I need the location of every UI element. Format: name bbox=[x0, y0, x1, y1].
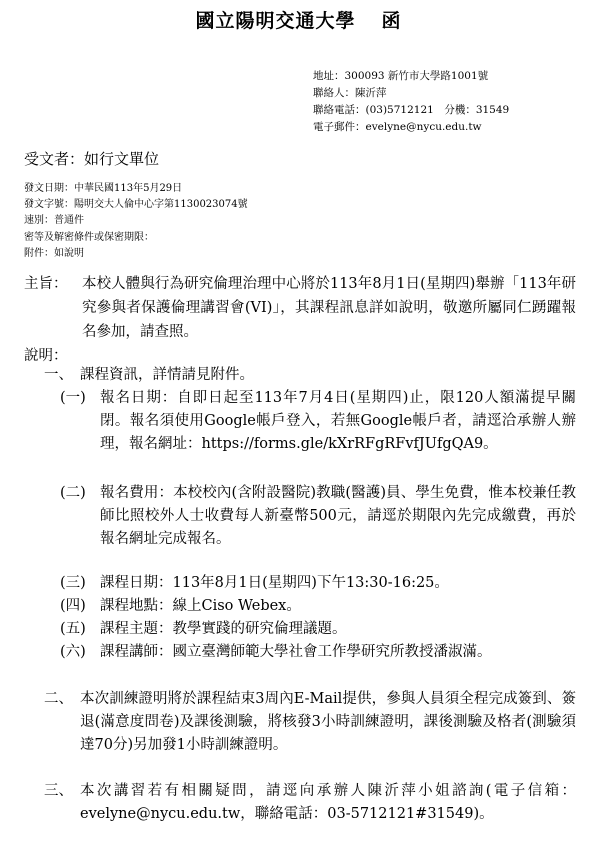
section-3-text: 本次講習若有相關疑問，請逕向承辦人陳沂萍小姐諮詢(電子信箱：evelyne@nycu.edu.tw，聯絡電話：03-5712121#31549)。 bbox=[80, 783, 576, 822]
section-1-item-3 bbox=[60, 572, 576, 595]
section-1 bbox=[44, 364, 576, 387]
document-type: 函 bbox=[381, 10, 402, 32]
item-1-text: 報名日期：自即日起至113年7月4日(星期四)止，限120人額滿提早關閉。報名須使用Google帳戶登入，若無Google帳戶者，請逕洽承辦人辦理，報名網址：https://forms.gle/kXrRFgRFvfJUfgQA9。 bbox=[100, 390, 576, 452]
section-1-text: 課程資訊，詳情請見附件。 bbox=[80, 367, 254, 383]
recipient: 受文者：如行文單位 bbox=[24, 150, 160, 168]
item-3-number: (三) bbox=[60, 575, 86, 591]
section-3-number: 三、 bbox=[44, 783, 73, 799]
subject-text: 本校人體與行為研究倫理治理中心將於113年8月1日(星期四)舉辦「113年研究參與者保護倫理講習會(VI)」，其課程訊息詳如說明，敬邀所屬同仁踴躍報名參加，請查照。 bbox=[82, 276, 576, 340]
document-title bbox=[0, 6, 597, 33]
dispatch-speed: 速別：普通件 bbox=[24, 215, 84, 227]
section-1-item-5 bbox=[60, 618, 576, 641]
item-4-text: 課程地點：線上Ciso Webex。 bbox=[100, 598, 301, 614]
section-1-item-1 bbox=[60, 387, 576, 456]
attachment-note: 附件：如說明 bbox=[24, 247, 84, 259]
issuing-organization: 國立陽明交通大學 bbox=[195, 10, 356, 32]
subject-section bbox=[24, 272, 576, 344]
subject-label: 主旨： bbox=[24, 276, 68, 292]
item-6-text: 課程講師：國立臺灣師範大學社會工作學研究所教授潘淑滿。 bbox=[100, 644, 492, 660]
contact-person: 聯絡人：陳沂萍 bbox=[313, 87, 387, 99]
item-2-text: 報名費用：本校校內(含附設醫院)教職(醫護)員、學生免費，惟本校兼任教師比照校外人士收費每人新臺幣500元，請逕於期限內先完成繳費，再於報名網址完成報名。 bbox=[100, 485, 576, 547]
item-4-number: (四) bbox=[60, 598, 86, 614]
explanation-label: 說明： bbox=[24, 348, 68, 364]
section-1-number: 一、 bbox=[44, 367, 73, 383]
section-3 bbox=[44, 780, 576, 826]
secrecy-level: 密等及解密條件或保密期限： bbox=[24, 231, 154, 243]
section-1-item-4 bbox=[60, 595, 576, 618]
dispatch-date: 發文日期：中華民國113年5月29日 bbox=[24, 183, 183, 194]
dispatch-number: 發文字號：陽明交大人倫中心字第1130023074號 bbox=[24, 199, 248, 211]
section-1-item-6 bbox=[60, 641, 576, 664]
section-2-text: 本次訓練證明將於課程結束3周內E-Mail提供，參與人員須全程完成簽到、簽退(滿意度問卷)及課後測驗，將核發3小時訓練證明，課後測驗及格者(測驗須達70分)另加發1小時訓練證明。 bbox=[80, 691, 576, 753]
contact-email: 電子郵件：evelyne@nycu.edu.tw bbox=[313, 121, 482, 133]
item-5-number: (五) bbox=[60, 621, 86, 637]
section-1-item-2 bbox=[60, 482, 576, 551]
dispatch-meta bbox=[24, 181, 248, 262]
contact-block bbox=[313, 68, 509, 136]
item-5-text: 課程主題：教學實踐的研究倫理議題。 bbox=[100, 621, 347, 637]
contact-phone: 聯絡電話：(03)5712121 分機：31549 bbox=[313, 104, 510, 116]
item-3-text: 課程日期：113年8月1日(星期四)下午13:30-16:25。 bbox=[100, 575, 449, 591]
section-2-number: 二、 bbox=[44, 691, 73, 707]
item-6-number: (六) bbox=[60, 644, 86, 660]
section-2 bbox=[44, 688, 576, 757]
item-1-number: (一) bbox=[60, 390, 86, 406]
contact-address: 地址：300093 新竹市大學路1001號 bbox=[313, 70, 489, 82]
item-2-number: (二) bbox=[60, 485, 86, 501]
